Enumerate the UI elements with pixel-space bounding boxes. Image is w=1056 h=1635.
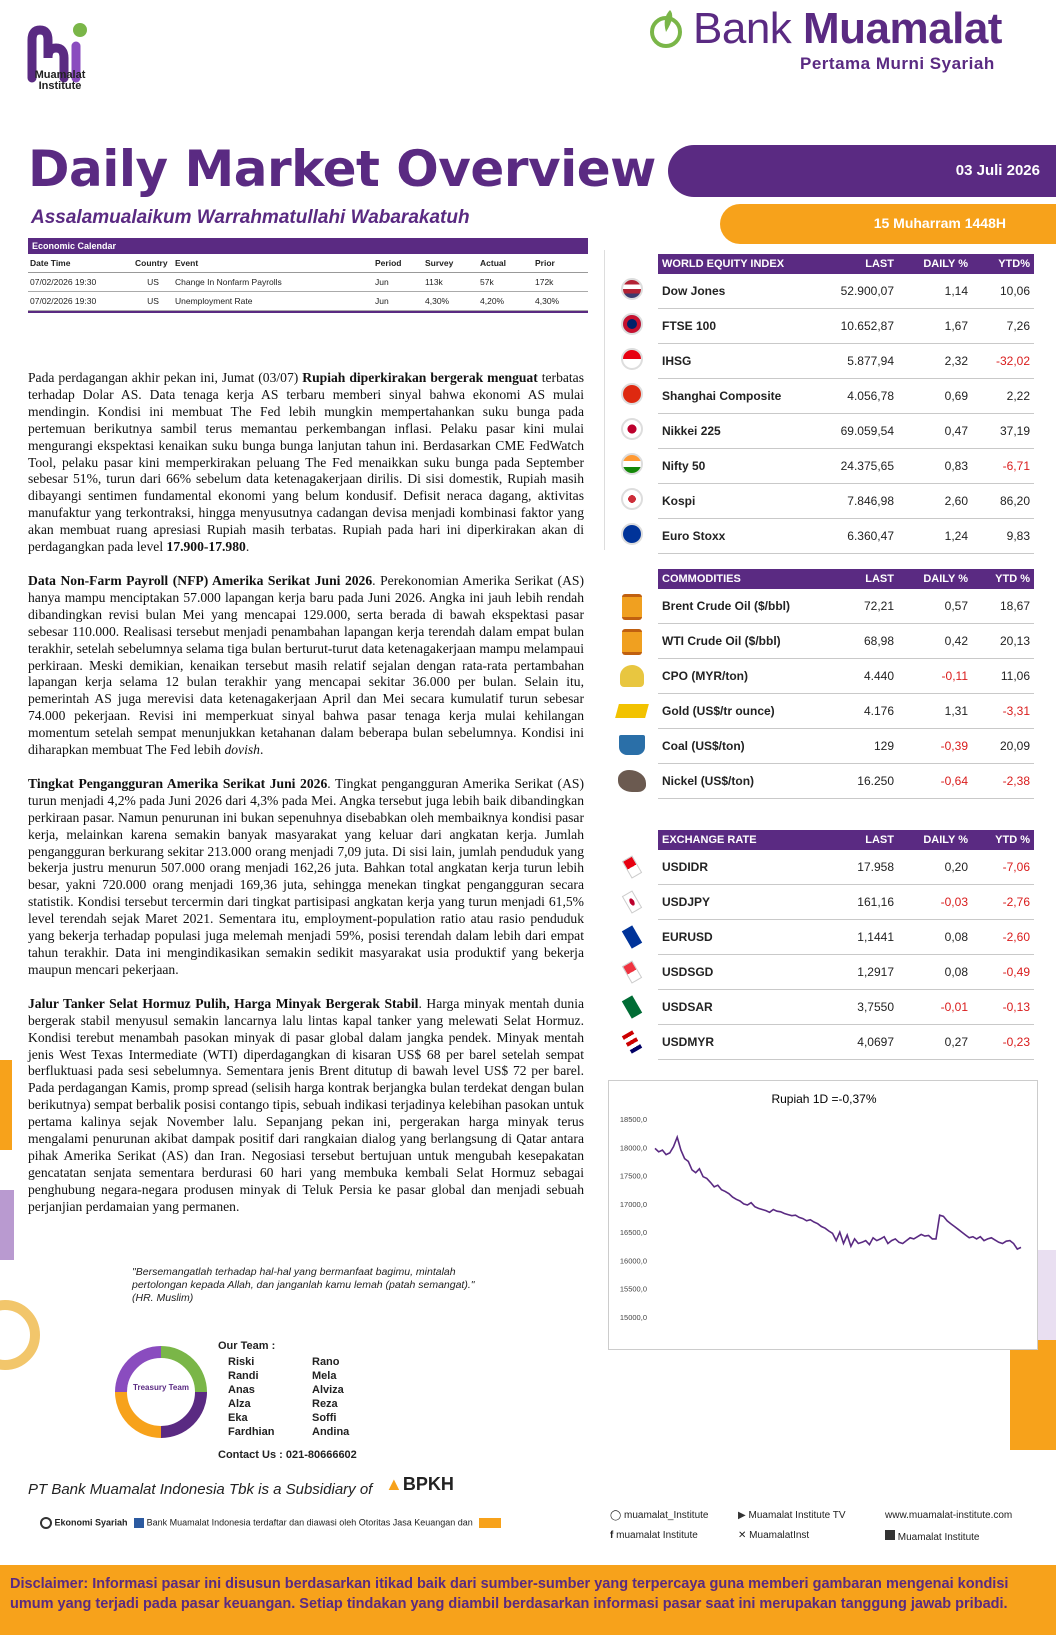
page-title: Daily Market Overview [28, 140, 656, 198]
decor-left-orange-top [0, 1060, 12, 1150]
exchange-row [658, 850, 1034, 885]
y-tick-label: 17500,0 [619, 1171, 647, 1181]
commodity-name: Gold (US$/tr ounce) [662, 704, 775, 718]
calendar-table [28, 254, 588, 311]
commodity-last: 68,98 [863, 634, 894, 648]
equity-row [658, 344, 1034, 379]
commodity-last: 72,21 [863, 599, 894, 613]
team-column-1: Riski Randi Anas Alza Eka Fardhian [228, 1356, 275, 1438]
exchange-table [658, 830, 1034, 1060]
lps-icon [479, 1518, 501, 1528]
linkedin-icon [885, 1530, 895, 1540]
equity-name: Shanghai Composite [662, 389, 782, 403]
commodity-last: 16.250 [857, 774, 894, 788]
commodity-row [658, 659, 1034, 694]
bank-tagline: Pertama Murni Syariah [800, 54, 995, 73]
equity-row [658, 414, 1034, 449]
equity-name: Dow Jones [662, 284, 726, 298]
y-tick-label: 15500,0 [619, 1284, 647, 1294]
hijri-banner [720, 204, 1056, 244]
y-tick-label: 17000,0 [619, 1199, 647, 1209]
decor-left-circle [0, 1300, 40, 1370]
exchange-daily: 0,08 [944, 930, 968, 944]
exchange-daily: -0,01 [940, 1000, 968, 1014]
commodity-ytd: 20,09 [999, 739, 1030, 753]
chart-title: Rupiah 1D =-0,37% [771, 1092, 877, 1106]
commodity-daily: -0,11 [941, 669, 968, 683]
exchange-daily: 0,20 [944, 860, 968, 874]
team-column-2: Rano Mela Alviza Reza Soffi Andina [312, 1356, 350, 1438]
indonesia-flag-icon [622, 855, 642, 878]
linkedin-link[interactable]: Muamalat Institute [885, 1530, 980, 1543]
equity-last: 24.375,65 [840, 459, 894, 473]
equity-ytd: 2,22 [1006, 389, 1030, 403]
coal-cart-icon [619, 735, 645, 755]
date-banner [668, 145, 1056, 197]
instagram-icon: ◯ [610, 1510, 622, 1521]
x-link[interactable]: ✕ MuamalatInst [738, 1530, 810, 1541]
commodity-row [658, 624, 1034, 659]
equity-last: 5.877,94 [847, 354, 894, 368]
equity-header: WORLD EQUITY INDEX LAST DAILY % YTD% [658, 254, 1034, 274]
exchange-last: 4,0697 [857, 1035, 894, 1049]
economic-calendar [28, 238, 588, 313]
equity-name: FTSE 100 [662, 319, 717, 333]
currency-flag-icons [612, 850, 652, 1060]
col-actual: Actual [478, 254, 533, 273]
equity-daily: 2,60 [944, 494, 968, 508]
col-survey: Survey [423, 254, 478, 273]
exchange-row [658, 885, 1034, 920]
equity-row [658, 274, 1034, 309]
exchange-daily: -0,03 [940, 895, 968, 909]
exchange-last: 1,1441 [857, 930, 894, 944]
exchange-last: 17.958 [857, 860, 894, 874]
india-flag-icon [621, 453, 643, 475]
ekonomi-syariah-row: Ekonomi Syariah Bank Muamalat Indonesia terdaftar dan diawasi oleh Otoritas Jasa Keuangan dan [40, 1517, 501, 1529]
series-line [655, 1137, 1021, 1249]
y-tick-label: 16500,0 [619, 1228, 647, 1238]
equity-last: 52.900,07 [840, 284, 894, 298]
usa-flag-icon [621, 278, 643, 300]
equity-last: 4.056,78 [847, 389, 894, 403]
website-link[interactable]: www.muamalat-institute.com [885, 1510, 1013, 1521]
exchange-daily: 0,27 [944, 1035, 968, 1049]
commodity-row [658, 729, 1034, 764]
commodity-ytd: 18,67 [999, 599, 1030, 613]
exchange-name: USDIDR [662, 860, 709, 874]
separator [604, 250, 605, 550]
commodity-daily: 0,42 [944, 634, 968, 648]
greeting: Assalamualaikum Warrahmatullahi Wabarakatuh [31, 207, 470, 228]
exchange-ytd: -7,06 [1002, 860, 1030, 874]
equity-daily: 1,24 [944, 529, 968, 543]
commodity-ytd: 11,06 [1000, 669, 1030, 683]
hadith-quote: "Bersemangatlah terhadap hal-hal yang bermanfaat bagimu, mintalah pertolongan kepada Allah, dan janganlah kamu lemah (patah semangat)." (HR. Muslim) [132, 1266, 475, 1304]
equity-row [658, 449, 1034, 484]
exchange-header: EXCHANGE RATE LAST DAILY % YTD % [658, 830, 1034, 850]
commodity-daily: 1,31 [944, 704, 968, 718]
japan-flag-icon [622, 890, 642, 913]
eu-flag-icon [621, 523, 643, 545]
japan-flag-icon [621, 418, 643, 440]
commodity-name: WTI Crude Oil ($/bbl) [662, 634, 781, 648]
exchange-ytd: -2,76 [1002, 895, 1030, 909]
equity-ytd: -32,02 [995, 354, 1030, 368]
commodity-last: 129 [873, 739, 894, 753]
commodity-ytd: -2,38 [1002, 774, 1030, 788]
commodity-name: Brent Crude Oil ($/bbl) [662, 599, 791, 613]
ekonomi-syariah-icon [40, 1517, 52, 1529]
equity-last: 69.059,54 [840, 424, 894, 438]
exchange-ytd: -0,23 [1002, 1035, 1030, 1049]
decor-left-purple [0, 1190, 14, 1260]
team-title: Our Team : [218, 1340, 276, 1352]
exchange-name: USDMYR [662, 1035, 715, 1049]
nickel-ore-icon [618, 770, 646, 792]
col-event: Event [173, 254, 373, 273]
disclaimer: Disclaimer: Informasi pasar ini disusun berdasarkan itikad baik dari sumber-sumber yang terpercaya guna memberi gambaran mengenai kondisi umum yang terjadi pada pasar keuangan. Setiap tindakan yang diambil berdasarkan informasi pasar saat ini merupakan tanggung jawab pribadi. [0, 1565, 1056, 1635]
rupiah-chart [608, 1080, 1038, 1350]
exchange-name: EURUSD [662, 930, 713, 944]
commodity-last: 4.440 [863, 669, 894, 683]
institute-name: Muamalat Institute [34, 69, 86, 92]
commodity-daily: -0,64 [940, 774, 968, 788]
ojk-icon [134, 1518, 144, 1528]
paragraph-oil: Jalur Tanker Selat Hormuz Pulih, Harga Minyak Bergerak Stabil. Harga minyak mentah dunia bergerak stabil menyusul semakin lancarnya lalu lintas kapal tanker yang melewati Selat Hormuz. Kondisi terebut menambah pasokan minyak di pasar global dalam jangka pendek. Minyak mentah jenis West Texas Intermediate (WTI) diperdagangkan di kisaran US$ 68 per barel setelah sempat berfluktuasi pada sesi sebelumnya. Sementara jenis Brent ditutup di bawah level US$ 72 per barel. Pada perdagangan Kamis, promp spread (selisih harga kontrak berjangka bulan terdekat dengan bulan berikutnya) sempat berbalik posisi contango tipis, sebuah indikasi terjadinya kelebihan pasokan untuk pertama kalinya sejak November lalu. Sepanjang pekan ini, pergerakan harga minyak terus mengalami penurunan akibat dampak positif dari rangkaian dialog yang berlangsung di Qatar antara pihak Amerika Serikat (AS) dan Iran. Negosiasi tersebut bertujuan untuk mengubah kesepakatan gencatatan senjata sementara berdurasi 60 hari yang membuka kembali Selat Hormuz sebagai penghubung negara-negara produsen minyak di Teluk Persia ke pasar global dan menjadi sebuah perjanjian perdamaian yang permanen. [28, 995, 584, 1214]
commodity-row [658, 694, 1034, 729]
commodity-ytd: 20,13 [999, 634, 1030, 648]
col-prior: Prior [533, 254, 588, 273]
exchange-ytd: -0,49 [1002, 965, 1030, 979]
col-country: Country [133, 254, 173, 273]
exchange-last: 161,16 [857, 895, 894, 909]
equity-name: Euro Stoxx [662, 529, 726, 543]
commodity-ytd: -3,31 [1002, 704, 1030, 718]
commodities-table [658, 569, 1034, 799]
contact-phone: Contact Us : 021-80666602 [218, 1449, 357, 1461]
commodities-header: COMMODITIES LAST DAILY % YTD % [658, 569, 1034, 589]
commodity-last: 4.176 [863, 704, 894, 718]
treasury-team-logo [115, 1346, 207, 1438]
exchange-ytd: -2,60 [1002, 930, 1030, 944]
equity-ytd: 86,20 [999, 494, 1030, 508]
saudi-flag-icon [622, 995, 642, 1018]
equity-daily: 0,47 [944, 424, 968, 438]
subsidiary-text: PT Bank Muamalat Indonesia Tbk is a Subsidiary of [28, 1481, 373, 1498]
uk-flag-icon [621, 313, 643, 335]
equity-last: 6.360,47 [847, 529, 894, 543]
y-tick-label: 18500,0 [619, 1115, 647, 1124]
palm-oil-icon [620, 665, 644, 687]
bank-name: Bank Muamalat [693, 4, 1002, 53]
facebook-icon: f [610, 1530, 614, 1541]
calendar-title: Economic Calendar [28, 238, 588, 254]
facebook-link[interactable]: f muamalat Institute [610, 1530, 698, 1541]
equity-row [658, 519, 1034, 554]
equity-row [658, 309, 1034, 344]
exchange-daily: 0,08 [944, 965, 968, 979]
exchange-name: USDJPY [662, 895, 711, 909]
hijri-date: 15 Muharram 1448H [873, 215, 1006, 231]
table-row: 07/02/2026 19:30 US Change In Nonfarm Payrolls Jun 113k 57k 172k [28, 273, 588, 292]
instagram-link[interactable]: ◯ muamalat_Institute [610, 1510, 709, 1521]
commodity-icons [612, 589, 652, 799]
commodity-daily: -0,39 [940, 739, 968, 753]
exchange-row [658, 955, 1034, 990]
exchange-name: USDSAR [662, 1000, 713, 1014]
oil-barrel-icon [622, 629, 642, 655]
youtube-link[interactable]: ▶ Muamalat Institute TV [738, 1510, 846, 1521]
equity-row [658, 379, 1034, 414]
gold-bar-icon [615, 704, 649, 718]
equity-daily: 1,67 [944, 319, 968, 333]
equity-daily: 1,14 [944, 284, 968, 298]
equity-last: 10.652,87 [840, 319, 894, 333]
commodity-daily: 0,57 [944, 599, 968, 613]
col-date: Date Time [28, 254, 133, 273]
commodity-name: Coal (US$/ton) [662, 739, 745, 753]
rupiah-line-chart [609, 1081, 1039, 1351]
equity-ytd: 9,83 [1006, 529, 1030, 543]
col-period: Period [373, 254, 423, 273]
youtube-icon: ▶ [738, 1510, 746, 1521]
bank-muamalat-leaf-icon [648, 8, 686, 48]
exchange-ytd: -0,13 [1002, 1000, 1030, 1014]
equity-flag-icons [612, 274, 652, 554]
paragraph-unemployment: Tingkat Pengangguran Amerika Serikat Juni 2026. Tingkat pengangguran Amerika Serikat (AS) turun menjadi 4,2% pada Juni 2026 dari 4,3% pada Mei. Angka tersebut juga lebih baik dibandingkan perkiraan pasar. Namun penurunan ini bukan sepenuhnya disebabkan oleh membaiknya kondisi pasar kerja, melainkan karena semakin banyak masyarakat yang keluar dari angkatan kerja. Jumlah pengangguran berkurang sekitar 213.000 orang menjadi 7,09 juta. Di sisi lain, jumlah penduduk yang bekerja justru menurun 507.000 orang menjadi 162,26 juta. Bahkan total angkatan kerja turun lebih besar, yakni 720.000 orang menjadi 169,36 juta, sehingga menekan tingkat pengangguran secara statistik. Kondisi tersebut tercermin dari tingkat partisipasi angkatan kerja yang turun menjadi 61,5% level terendah sejak Maret 2021. Sementara itu, employment-population ratio atau rasio penduduk yang bekerja terhadap populasi juga melemah menjadi 59%, posisi terendah dalam lebih dari empat tahun terakhir. Data ini mengindikasikan semakin sedikit masyarakat usia produktif yang bekerja maupun mencari pekerjaan. [28, 775, 584, 977]
paragraph-rupiah: Pada perdagangan akhir pekan ini, Jumat (03/07) Rupiah diperkirakan bergerak menguat terbatas terhadap Dolar AS. Data tenaga kerja AS terbaru memberi sinyal bahwa ekonomi AS mulai mendingin. Kondisi ini membuat The Fed lebih mungkin mempertahankan suku bunga pada pertemuan berikutnya sambil terus memantau perkembangan inflasi. Pelaku pasar kini mulai mengurangi ekspektasi kenaikan suku bunga bunga lanjutan tahun ini. Berdasarkan CME FedWatch Tool, pelaku pasar kini memperkirakan peluang The Fed menaikkan suku bunga pada September sebesar 51%, turun dari 66% sebelum data ketenagakerjaan dirilis. Di sisi domestik, Rupiah masih dibayangi sentimen fundamental ekonomi yang belum kondusif. Defisit neraca dagang, aktivitas manufaktur yang terkontraksi, hingga menyusutnya cadangan devisa menjadi kombinasi faktor yang akan membuat ruang apresiasi Rupiah masih terbatas. Rupiah pada hari ini diperkirakan akan di perdagangkan pada level 17.900-17.980. [28, 370, 585, 555]
paragraph-nfp: Data Non-Farm Payroll (NFP) Amerika Serikat Juni 2026. Perekonomian Amerika Serikat (AS) hanya mampu menciptakan 57.000 lapangan kerja baru pada Juni 2026. Angka ini jauh lebih rendah dibandingkan revisi bulan Mei yang mencapai 129.000, serta berada di bawah ekspektasi pasar sebesar 110.000. Realisasi tersebut menjadi penambahan lapangan kerja terendah dalam empat bulan terakhir, setelah sebelumnya selama tiga bulan berturut-turut data ketenagakerjaan mampu melampaui perkiraan. Meski demikian, kenaikan tersebut masih relatif sejalan dengan rata-rata pertambahan lapangan kerja selama 12 bulan terakhir yang mencapai sekitar 36.000 per bulan. Selain itu, pemerintah AS juga merevisi data ketenagakerjaan April dan Mei secara kumulatif turun sebesar 74.000 pekerjaan. Revisi ini memperkuat sinyal bahwa pasar tenaga kerja mulai kehilangan momentum setelah sempat menunjukkan ketahanan dalam beberapa bulan sebelumnya. Kondisi ini diharapkan membuat The Fed lebih dovish. [28, 572, 584, 758]
equity-ytd: -6,71 [1002, 459, 1030, 473]
singapore-flag-icon [622, 960, 642, 983]
equity-row [658, 484, 1034, 519]
x-icon: ✕ [738, 1530, 747, 1541]
equity-ytd: 37,19 [999, 424, 1030, 438]
y-tick-label: 16000,0 [619, 1256, 647, 1266]
bpkh-icon: ▲ [385, 1474, 403, 1494]
team-logo-text: Treasury Team [133, 1383, 189, 1392]
commodity-name: Nickel (US$/ton) [662, 774, 755, 788]
china-flag-icon [621, 383, 643, 405]
y-tick-label: 15000,0 [619, 1313, 647, 1322]
equity-ytd: 7,26 [1006, 319, 1030, 333]
indonesia-flag-icon [621, 348, 643, 370]
equity-name: IHSG [662, 354, 692, 368]
commodity-name: CPO (MYR/ton) [662, 669, 748, 683]
commodity-row [658, 764, 1034, 799]
decor-right-orange [1010, 1340, 1056, 1450]
exchange-name: USDSGD [662, 965, 714, 979]
exchange-row [658, 920, 1034, 955]
equity-daily: 0,69 [944, 389, 968, 403]
equity-table [658, 254, 1034, 554]
commodity-row [658, 589, 1034, 624]
equity-daily: 0,83 [944, 459, 968, 473]
exchange-last: 1,2917 [857, 965, 894, 979]
market-commentary [28, 370, 584, 1233]
equity-last: 7.846,98 [847, 494, 894, 508]
equity-ytd: 10,06 [999, 284, 1030, 298]
calendar-bottom-line [28, 311, 588, 313]
malaysia-flag-icon [622, 1030, 642, 1053]
bpkh-logo: ▲BPKH [385, 1474, 454, 1494]
exchange-last: 3,7550 [857, 1000, 894, 1014]
date: 03 Juli 2026 [955, 162, 1040, 179]
oil-barrel-icon [622, 594, 642, 620]
equity-name: Kospi [662, 494, 696, 508]
equity-name: Nifty 50 [662, 459, 706, 473]
equity-daily: 2,32 [944, 354, 968, 368]
exchange-row [658, 990, 1034, 1025]
equity-name: Nikkei 225 [662, 424, 721, 438]
table-row: 07/02/2026 19:30 US Unemployment Rate Jun 4,30% 4,20% 4,30% [28, 292, 588, 311]
exchange-row [658, 1025, 1034, 1060]
korea-flag-icon [621, 488, 643, 510]
y-tick-label: 18000,0 [619, 1143, 647, 1153]
eu-flag-icon [622, 925, 642, 948]
